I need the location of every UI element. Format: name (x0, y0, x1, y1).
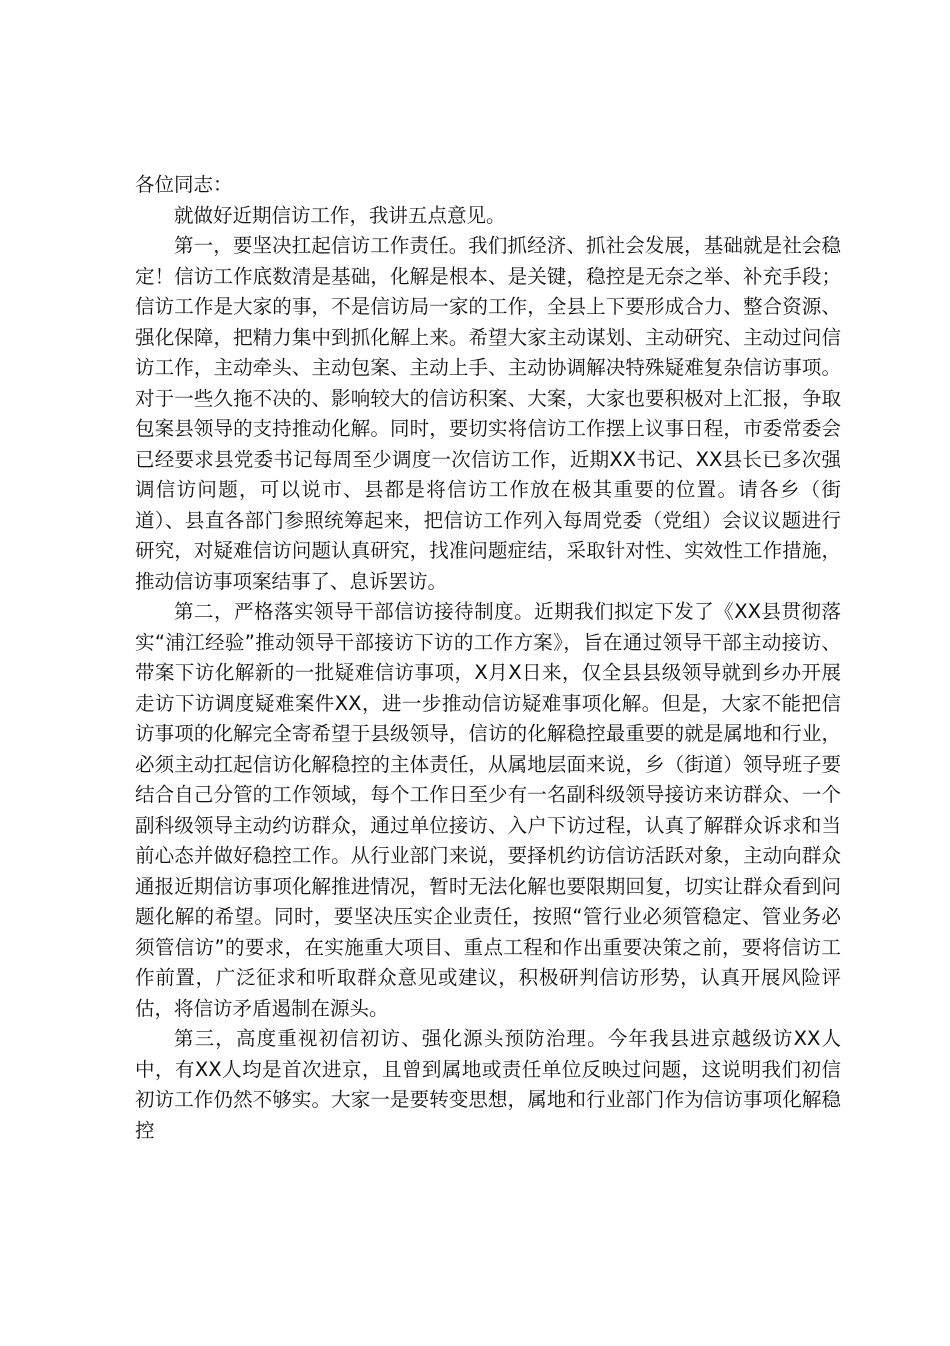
document-body (135, 170, 841, 1146)
paragraph-third: 第三，高度重视初信初访、强化源头预防治理。今年我县进京越级访XX人中，有XX人均是首次进京，且曾到属地或责任单位反映过问题，这说明我们初信初访工作仍然不够实。大家一是要转变思想，属地和行业部门作为信访事项化解稳控 (135, 1027, 841, 1142)
intro-paragraph: 就做好近期信访工作，我讲五点意见。 (174, 203, 506, 227)
salutation: 各位同志： (135, 173, 233, 196)
paragraph-second: 第二，严格落实领导干部信访接待制度。近期我们拟定下发了《XX县贯彻落实“浦江经验”推动领导干部接访下访的工作方案》，旨在通过领导干部主动接访、带案下访化解新的一批疑难信访事项，X月X日来，仅全县县级领导就到乡办开展走访下访调度疑难案件XX，进一步推动信访疑难事项化解。但是，大家不能把信访事项的化解完全寄希望于县级领导，信访的化解稳控最重要的就是属地和行业，必须主动扛起信访化解稳控的主体责任，从属地层面来说，乡（街道）领导班子要结合自己分管的工作领域，每个工作日至少有一名副科级领导接访来访群众、一个副科级领导主动约访群众，通过单位接访、入户下访过程，认真了解群众诉求和当前心态并做好稳控工作。从行业部门来说，要择机约访信访活跃对象，主动向群众通报近期信访事项化解推进情况，暂时无法化解也要限期回复，切实让群众看到问题化解的希望。同时，要坚决压实企业责任，按照“管行业必须管稳定、管业务必须管信访”的要求，在实施重大项目、重点工程和作出重要决策之前，要将信访工作前置，广泛征求和听取群众意见或建议，积极研判信访形势，认真开展风险评估，将信访矛盾遏制在源头。 (135, 600, 841, 1020)
paragraph-first: 第一，要坚决扛起信访工作责任。我们抓经济、抓社会发展，基础就是社会稳定！信访工作底数清是基础，化解是根本、是关键，稳控是无奈之举、补充手段；信访工作是大家的事，不是信访局一家的工作，全县上下要形成合力、整合资源、强化保障，把精力集中到抓化解上来。希望大家主动谋划、主动研究、主动过问信访工作，主动牵头、主动包案、主动上手、主动协调解决特殊疑难复杂信访事项。对于一些久拖不决的、影响较大的信访积案、大案，大家也要积极对上汇报，争取包案县领导的支持推动化解。同时，要切实将信访工作摆上议事日程，市委常委会已经要求县党委书记每周至少调度一次信访工作，近期XX书记、XX县长已多次强调信访问题，可以说市、县都是将信访工作放在极其重要的位置。请各乡（街道）、县直各部门参照统筹起来，把信访工作列入每周党委（党组）会议议题进行研究，对疑难信访问题认真研究，找准问题症结，采取针对性、实效性工作措施，推动信访事项案结事了、息诉罢访。 (135, 234, 841, 593)
